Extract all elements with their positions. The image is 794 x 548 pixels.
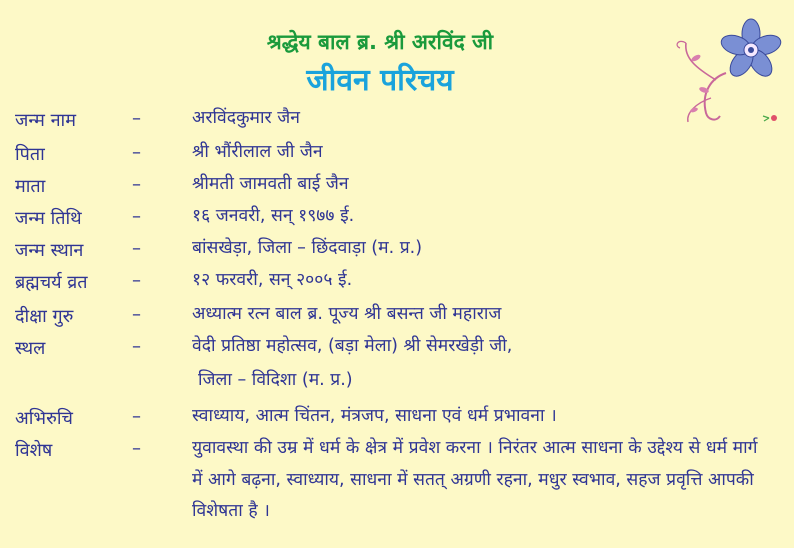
- detail-row-special: [0, 438, 794, 548]
- detail-dash: –: [132, 304, 141, 325]
- detail-dash: –: [132, 336, 141, 357]
- detail-label: दीक्षा गुरु: [15, 306, 74, 327]
- detail-row-venue: [0, 336, 794, 366]
- detail-dash: –: [132, 206, 141, 227]
- detail-value: बांसखेड़ा, जिला – छिंदवाड़ा (म. प्र.): [192, 238, 423, 258]
- detail-dash: –: [132, 108, 141, 129]
- detail-dash: –: [132, 438, 141, 459]
- detail-dash: –: [132, 270, 141, 291]
- detail-value: १२ फरवरी, सन् २००५ ई.: [192, 270, 353, 290]
- detail-label: विशेष: [15, 440, 53, 461]
- detail-dash: –: [132, 174, 141, 195]
- detail-dash: –: [132, 238, 141, 259]
- page-subtitle: जीवन परिचय: [306, 63, 454, 98]
- detail-row-interests: [0, 406, 794, 436]
- detail-dash: –: [132, 142, 141, 163]
- detail-value: श्रीमती जामवती बाई जैन: [192, 174, 349, 194]
- detail-label: जन्म स्थान: [15, 240, 84, 261]
- detail-label: स्थल: [15, 338, 46, 359]
- detail-dash: –: [132, 406, 141, 427]
- detail-value: वेदी प्रतिष्ठा महोत्सव, (बड़ा मेला) श्री सेमरखेड़ी जी,: [192, 336, 513, 356]
- detail-row-venue-continued: [0, 370, 794, 400]
- detail-row-birth-place: [0, 238, 794, 268]
- detail-label: अभिरुचि: [15, 408, 73, 429]
- detail-label: माता: [15, 176, 46, 197]
- detail-value: युवावस्था की उम्र में धर्म के क्षेत्र में प्रवेश करना । निरंतर आत्म साधना के उद्देश्य से धर्म मार्ग में आगे बढ़ना, स्वाध्याय, साधना में सतत् अग्रणी रहना, मधुर स्वभाव, सहज प्रवृत्ति आपकी विशेषता है ।: [192, 438, 758, 521]
- detail-label: पिता: [15, 144, 45, 165]
- detail-row-celibacy-vow: [0, 270, 794, 300]
- detail-row-birth-date: [0, 206, 794, 236]
- detail-row-father: [0, 142, 794, 172]
- detail-value: जिला – विदिशा (म. प्र.): [198, 370, 353, 390]
- detail-label: ब्रह्मचर्य व्रत: [15, 272, 88, 293]
- detail-value: अध्यात्म रत्न बाल ब्र. पूज्य श्री बसन्त जी महाराज: [192, 304, 502, 324]
- detail-row-birth-name: [0, 108, 794, 138]
- detail-value: १६ जनवरी, सन् १९७७ ई.: [192, 206, 355, 226]
- detail-value: श्री भौंरीलाल जी जैन: [192, 142, 323, 162]
- detail-row-initiation-guru: [0, 304, 794, 334]
- page-title: श्रद्धेय बाल ब्र. श्री अरविंद जी: [266, 30, 494, 54]
- detail-label: जन्म नाम: [15, 110, 76, 131]
- detail-value: स्वाध्याय, आत्म चिंतन, मंत्रजप, साधना एवं धर्म प्रभावना ।: [192, 406, 557, 426]
- detail-label: जन्म तिथि: [15, 208, 82, 229]
- detail-row-mother: [0, 174, 794, 204]
- detail-value: अरविंदकुमार जैन: [192, 108, 300, 128]
